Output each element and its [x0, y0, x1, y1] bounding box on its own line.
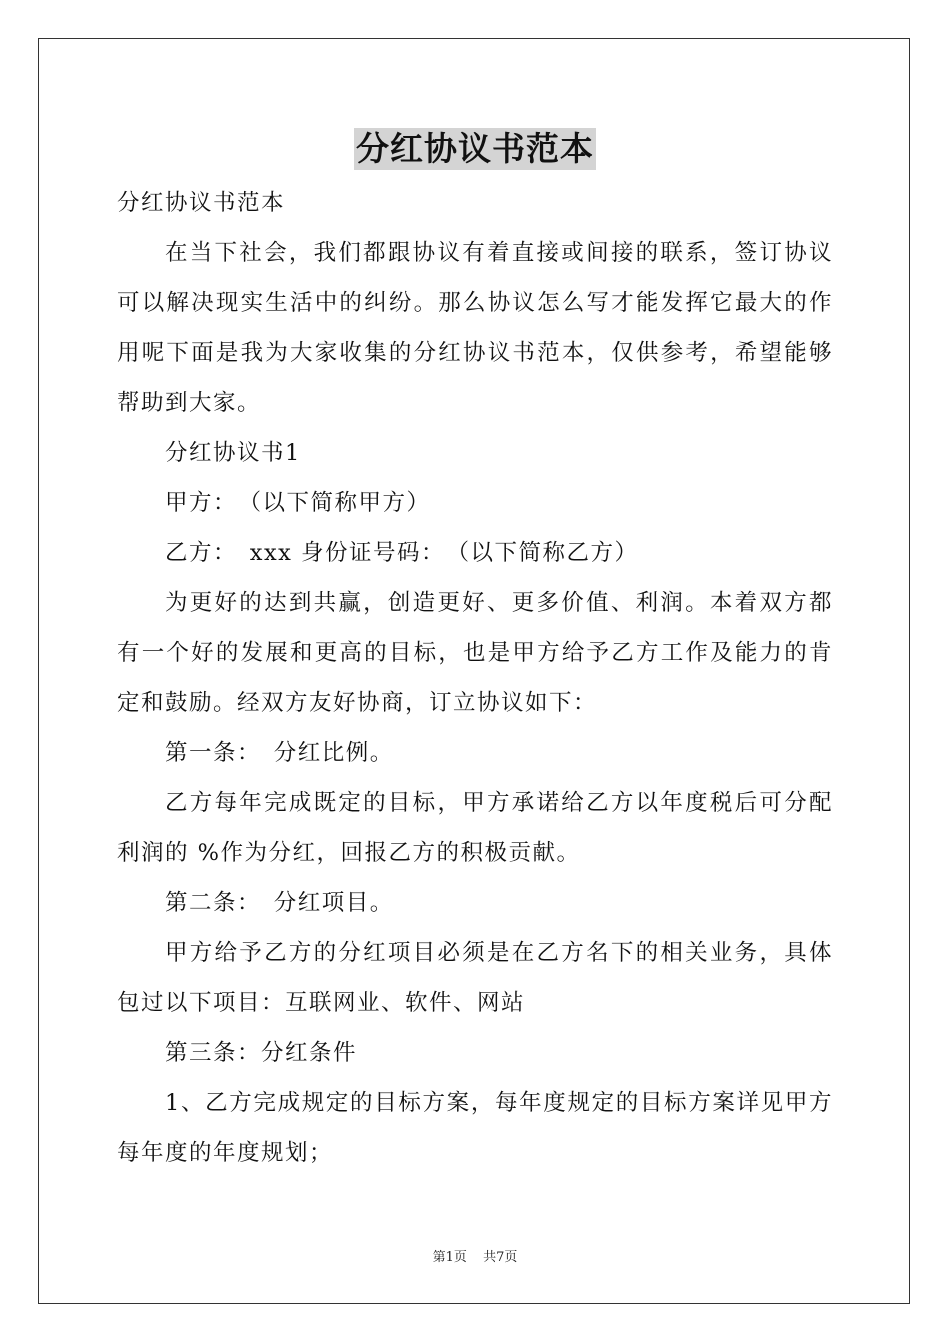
article-heading: 第二条： 分红项目。 [165, 890, 394, 916]
page-total: 共7页 [483, 1250, 518, 1265]
paragraph: 为更好的达到共赢，创造更好、更多价值、利润。本着双方都有一个好的发展和更高的目标，也是甲方给予乙方工作及能力的肯定和鼓励。经双方友好协商，订立协议如下： [117, 590, 833, 716]
party-b-line: 乙方： xxx 身份证号码： （以下简称乙方） [165, 540, 639, 566]
section-heading: 分红协议书1 [165, 440, 301, 466]
paragraph: 乙方每年完成既定的目标，甲方承诺给乙方以年度税后可分配利润的 %作为分红，回报乙方的积极贡献。 [117, 790, 833, 866]
document-title: 分红协议书范本 [356, 129, 594, 168]
document-body [117, 178, 833, 1178]
paragraph: 在当下社会，我们都跟协议有着直接或间接的联系，签订协议可以解决现实生活中的纠纷。那么协议怎么写才能发挥它最大的作用呢下面是我为大家收集的分红协议书范本，仅供参考，希望能够帮助到大家。 [117, 240, 833, 416]
title-area [0, 128, 950, 170]
paragraph: 分红协议书范本 [117, 190, 286, 216]
paragraph: 甲方给予乙方的分红项目必须是在乙方名下的相关业务，具体包过以下项目：互联网业、软件、网站 [117, 940, 833, 1016]
page-footer [0, 1246, 950, 1265]
article-heading: 第一条： 分红比例。 [165, 740, 394, 766]
party-a-line: 甲方： （以下简称甲方） [165, 490, 431, 516]
page-number: 第1页 [432, 1250, 467, 1265]
article-heading: 第三条：分红条件 [165, 1040, 358, 1066]
paragraph: 1、乙方完成规定的目标方案，每年度规定的目标方案详见甲方每年度的年度规划； [117, 1090, 833, 1166]
